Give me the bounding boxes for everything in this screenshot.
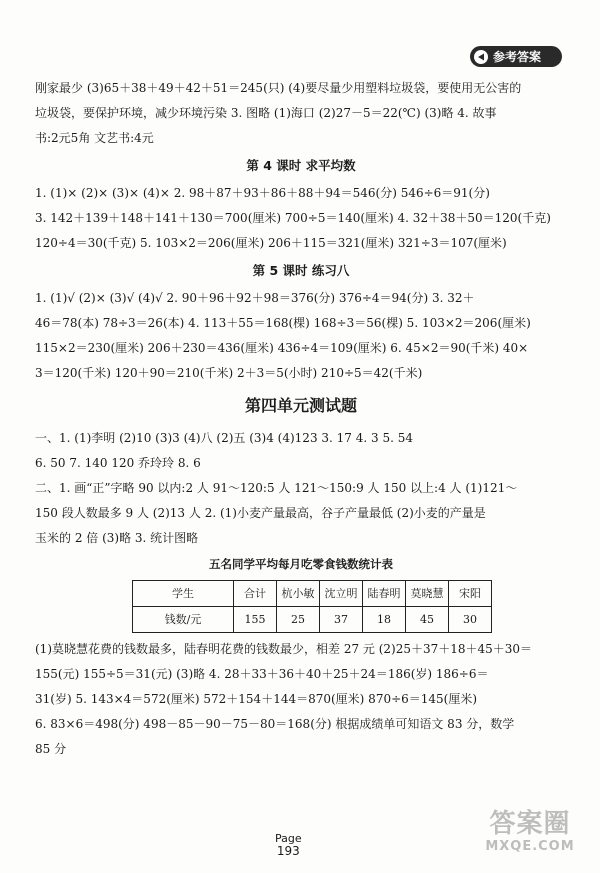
page-number-value: 193 <box>276 844 300 858</box>
section-5-title: 第 5 课时 练习八 <box>252 263 350 278</box>
text-line: 1. (1)× (2)× (3)× (4)× 2. 98＋87＋93＋86＋88＋94＝546(分) 546÷6＝91(分) <box>35 186 490 200</box>
table-cell: 沈立明 <box>320 581 363 607</box>
table-cell: 45 <box>406 607 449 633</box>
table-cell: 18 <box>363 607 406 633</box>
watermark-title: 答案圈 <box>489 809 571 839</box>
text-line: 31(岁) 5. 143×4＝572(厘米) 572＋154＋144＝870(厘米) 870÷6＝145(厘米) <box>35 692 478 706</box>
table-cell: 陆春明 <box>363 581 406 607</box>
text-line: 垃圾袋，要保护环境，减少环境污染 3. 图略 (1)海口 (2)27－5＝22(℃) (3)略 4. 故事 <box>35 106 497 120</box>
text-line: (1)莫晓慧花费的钱数最多，陆春明花费的钱数最少，相差 27 元 (2)25＋37＋18＋45＋30＝ <box>35 642 533 656</box>
text-line: 书:2元5角 文艺书:4元 <box>35 131 154 145</box>
text-line: 3＝120(千米) 120＋90＝210(千米) 2＋3＝5(小时) 210÷5＝42(千米) <box>35 366 423 380</box>
text-line: 1. (1)√ (2)× (3)√ (4)√ 2. 90＋96＋92＋98＝376(分) 376÷4＝94(分) 3. 32＋ <box>35 291 475 305</box>
text-line: 120÷4＝30(千克) 5. 103×2＝206(厘米) 206＋115＝321(厘米) 321÷3＝107(厘米) <box>35 236 507 250</box>
text-line: 85 分 <box>35 742 67 756</box>
table-cell: 30 <box>449 607 492 633</box>
table-cell: 37 <box>320 607 363 633</box>
watermark-logo <box>470 808 590 860</box>
table-cell: 25 <box>277 607 320 633</box>
page-label: Page <box>275 832 302 845</box>
text-line: 6. 83×6＝498(分) 498－85－90－75－80＝168(分) 根据成绩单可知语文 83 分，数学 <box>35 717 515 731</box>
text-line: 6. 50 7. 140 120 乔玲玲 8. 6 <box>35 456 201 470</box>
answer-key-badge <box>470 46 562 67</box>
table-cell: 钱数/元 <box>133 607 234 633</box>
table-cell: 莫晓慧 <box>406 581 449 607</box>
page-number <box>275 833 302 857</box>
text-line: 一、1. (1)李明 (2)10 (3)3 (4)八 (2)五 (3)4 (4)123 3. 17 4. 3 5. 54 <box>35 431 413 445</box>
answer-content <box>35 76 567 762</box>
table-cell: 杭小敏 <box>277 581 320 607</box>
text-line: 刚家最少 (3)65＋38＋49＋42＋51＝245(只) (4)要尽量少用塑料垃圾袋，要使用无公害的 <box>35 81 522 95</box>
unit-test-title: 第四单元测试题 <box>244 396 357 415</box>
watermark-site: MXQE.COM <box>485 839 575 854</box>
section-4-title: 第 4 课时 求平均数 <box>246 158 356 173</box>
stats-table <box>132 580 492 633</box>
badge-label: 参考答案 <box>493 50 542 64</box>
text-line: 150 段人数最多 9 人 (2)13 人 2. (1)小麦产量最高，谷子产量最低 (2)小麦的产量是 <box>35 506 486 520</box>
table-title: 五名同学平均每月吃零食钱数统计表 <box>209 557 393 571</box>
text-line: 115×2＝230(厘米) 206＋230＝436(厘米) 436÷4＝109(厘米) 6. 45×2＝90(千米) 40× <box>35 341 529 355</box>
left-arrow-icon <box>474 50 488 64</box>
table-cell: 合计 <box>234 581 277 607</box>
table-cell: 学生 <box>133 581 234 607</box>
table-cell: 155 <box>234 607 277 633</box>
text-line: 3. 142＋139＋148＋141＋130＝700(厘米) 700÷5＝140(厘米) 4. 32＋38＋50＝120(千克) <box>35 211 551 225</box>
text-line: 155(元) 155÷5＝31(元) (3)略 4. 28＋33＋36＋40＋25＋24＝186(岁) 186÷6＝ <box>35 667 489 681</box>
table-header-row <box>133 581 492 607</box>
text-line: 46＝78(本) 78÷3＝26(本) 4. 113＋55＝168(棵) 168÷3＝56(棵) 5. 103×2＝206(厘米) <box>35 316 531 330</box>
table-cell: 宋阳 <box>449 581 492 607</box>
table-row <box>133 607 492 633</box>
text-line: 二、1. 画“正”字略 90 以内:2 人 91～120:5 人 121～150:9 人 150 以上:4 人 (1)121～ <box>35 481 518 495</box>
text-line: 玉米的 2 倍 (3)略 3. 统计图略 <box>35 531 199 545</box>
